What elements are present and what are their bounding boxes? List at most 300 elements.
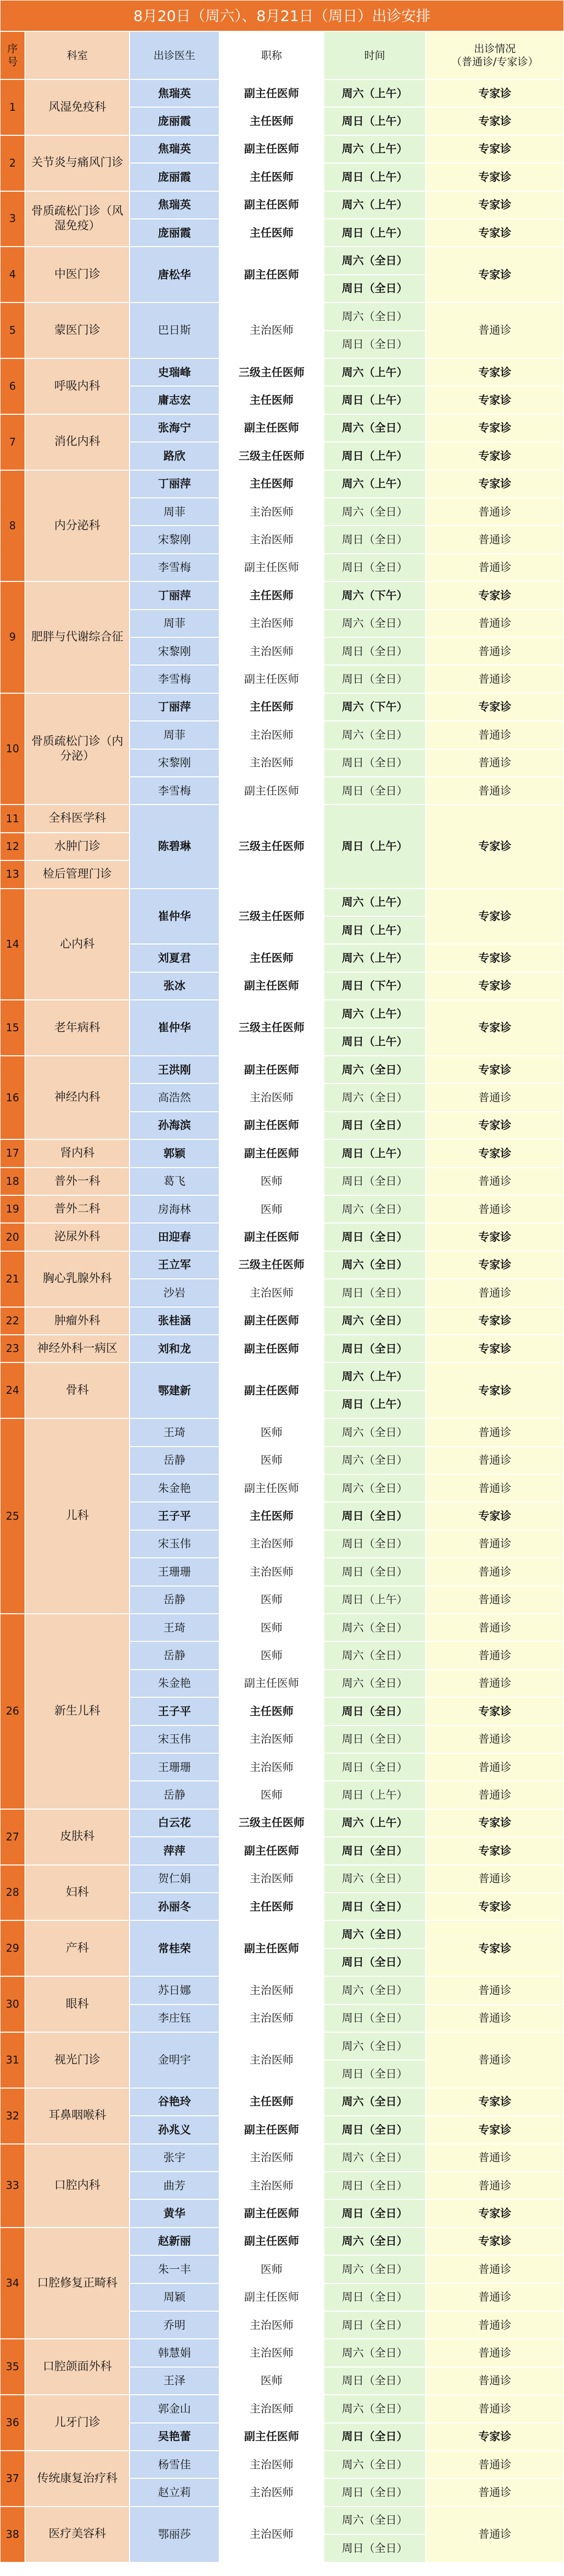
doctor-title: 副主任医师 (219, 972, 324, 1000)
doctor-name: 周菲 (130, 721, 219, 749)
doctor-name: 巴日斯 (130, 302, 219, 358)
clinic-type: 专家诊 (426, 1362, 564, 1418)
doctor-name: 黄华 (130, 2199, 219, 2227)
department-name: 呼吸内科 (25, 358, 130, 414)
clinic-time: 周日（全日） (324, 1530, 426, 1558)
clinic-type: 专家诊 (426, 1837, 564, 1864)
clinic-type: 专家诊 (426, 1251, 564, 1279)
department-name: 骨科 (25, 1362, 130, 1418)
clinic-time: 周六（全日） (324, 2255, 426, 2283)
doctor-name: 崔仲华 (130, 1000, 219, 1056)
clinic-type: 专家诊 (426, 1056, 564, 1083)
clinic-time: 周日（上午） (324, 219, 426, 247)
row-number: 7 (0, 414, 25, 470)
doctor-title: 主治医师 (219, 1976, 324, 2004)
clinic-time: 周六（全日） (324, 414, 426, 442)
clinic-time: 周日（全日） (324, 1893, 426, 1920)
doctor-name: 张冰 (130, 972, 219, 1000)
doctor-title: 主任医师 (219, 944, 324, 972)
clinic-type: 普通诊 (426, 526, 564, 553)
doctor-title: 副主任医师 (219, 191, 324, 219)
clinic-time: 周日（全日） (324, 2172, 426, 2199)
doctor-name: 赵新丽 (130, 2228, 219, 2255)
clinic-time: 周日（上午） (324, 1391, 426, 1418)
doctor-title: 三级主任医师 (219, 1809, 324, 1837)
doctor-name: 丁丽萍 (130, 693, 219, 721)
doctor-title: 主治医师 (219, 2507, 324, 2562)
doctor-name: 周颖 (130, 2283, 219, 2311)
row-number: 19 (0, 1195, 25, 1223)
doctor-title: 主任医师 (219, 107, 324, 135)
row-number: 23 (0, 1335, 25, 1362)
doctor-name: 王琦 (130, 1418, 219, 1446)
doctor-title: 主治医师 (219, 637, 324, 665)
doctor-name: 李雪梅 (130, 554, 219, 581)
doctor-name: 张海宁 (130, 414, 219, 442)
clinic-time: 周日（全日） (324, 275, 426, 302)
doctor-name: 庞丽霞 (130, 163, 219, 191)
doctor-name: 韩慧娟 (130, 2339, 219, 2367)
clinic-type: 普通诊 (426, 2032, 564, 2088)
clinic-type: 普通诊 (426, 2283, 564, 2311)
doctor-title: 主治医师 (219, 2311, 324, 2339)
clinic-type: 专家诊 (426, 1893, 564, 1920)
doctor-title: 主治医师 (219, 498, 324, 526)
row-number: 2 (0, 135, 25, 191)
clinic-type: 普通诊 (426, 2172, 564, 2199)
clinic-time: 周日（全日） (324, 1223, 426, 1251)
clinic-type: 专家诊 (426, 191, 564, 219)
department-name: 新生儿科 (25, 1614, 130, 1809)
clinic-type: 普通诊 (426, 1083, 564, 1111)
doctor-name: 庞丽霞 (130, 107, 219, 135)
clinic-time: 周六（上午） (324, 191, 426, 219)
doctor-name: 唐松华 (130, 247, 219, 302)
clinic-type: 普通诊 (426, 1558, 564, 1586)
row-number: 21 (0, 1251, 25, 1307)
clinic-time: 周日（全日） (324, 331, 426, 358)
doctor-name: 乔明 (130, 2311, 219, 2339)
clinic-time: 周六（全日） (324, 2032, 426, 2060)
department-name: 风湿免疫科 (25, 79, 130, 135)
row-number: 32 (0, 2088, 25, 2144)
clinic-time: 周六（全日） (324, 1670, 426, 1697)
doctor-title: 副主任医师 (219, 665, 324, 693)
department-name: 蒙医门诊 (25, 302, 130, 358)
department-name: 耳鼻咽喉科 (25, 2088, 130, 2144)
clinic-time: 周日（全日） (324, 2199, 426, 2227)
doctor-name: 焦瑞英 (130, 135, 219, 163)
doctor-name: 丁丽萍 (130, 470, 219, 498)
department-name: 检后管理门诊 (25, 860, 130, 888)
clinic-time: 周日（全日） (324, 1112, 426, 1139)
department-name: 眼科 (25, 1976, 130, 2032)
doctor-title: 主任医师 (219, 163, 324, 191)
clinic-type: 专家诊 (426, 581, 564, 609)
department-name: 产科 (25, 1920, 130, 1976)
clinic-time: 周六（全日） (324, 1195, 426, 1223)
doctor-name: 庞丽霞 (130, 219, 219, 247)
doctor-name: 周菲 (130, 610, 219, 637)
department-name: 内分泌科 (25, 470, 130, 582)
doctor-name: 宋黎刚 (130, 526, 219, 553)
clinic-type: 专家诊 (426, 442, 564, 470)
doctor-title: 副主任医师 (219, 414, 324, 442)
clinic-time: 周六（全日） (324, 498, 426, 526)
department-name: 中医门诊 (25, 247, 130, 302)
department-name: 儿科 (25, 1418, 130, 1614)
row-number: 15 (0, 1000, 25, 1056)
clinic-time: 周六（全日） (324, 1418, 426, 1446)
doctor-name: 王珊珊 (130, 1753, 219, 1781)
department-name: 骨质疏松门诊（内分泌） (25, 693, 130, 805)
department-name: 关节炎与痛风门诊 (25, 135, 130, 191)
doctor-name: 朱一丰 (130, 2255, 219, 2283)
clinic-time: 周六（全日） (324, 1056, 426, 1083)
doctor-name: 岳静 (130, 1586, 219, 1614)
doctor-title: 主任医师 (219, 581, 324, 609)
clinic-type: 专家诊 (426, 247, 564, 302)
doctor-title: 副主任医师 (219, 1837, 324, 1864)
row-number: 4 (0, 247, 25, 302)
doctor-title: 主治医师 (219, 1279, 324, 1307)
doctor-name: 岳静 (130, 1781, 219, 1809)
doctor-title: 主任医师 (219, 470, 324, 498)
clinic-time: 周六（上午） (324, 358, 426, 386)
clinic-type: 普通诊 (426, 1865, 564, 1893)
clinic-type: 专家诊 (426, 2116, 564, 2143)
clinic-time: 周日（下午） (324, 972, 426, 1000)
doctor-name: 王泽 (130, 2367, 219, 2395)
row-number: 11 (0, 805, 25, 832)
row-number: 13 (0, 860, 25, 888)
doctor-name: 庸志宏 (130, 386, 219, 414)
doctor-title: 副主任医师 (219, 135, 324, 163)
doctor-title: 副主任医师 (219, 1474, 324, 1502)
clinic-time: 周日（全日） (324, 2283, 426, 2311)
clinic-type: 专家诊 (426, 2423, 564, 2451)
clinic-time: 周六（上午） (324, 1000, 426, 1028)
doctor-name: 王珊珊 (130, 1558, 219, 1586)
header-number: 序号 (0, 31, 25, 79)
clinic-time: 周六（全日） (324, 302, 426, 330)
clinic-type: 普通诊 (426, 2507, 564, 2562)
department-name: 普外二科 (25, 1195, 130, 1223)
doctor-name: 王洪刚 (130, 1056, 219, 1083)
doctor-title: 副主任医师 (219, 1112, 324, 1139)
clinic-type: 普通诊 (426, 2451, 564, 2478)
department-name: 泌尿外科 (25, 1223, 130, 1251)
doctor-name: 王子平 (130, 1697, 219, 1725)
department-name: 妇科 (25, 1865, 130, 1921)
clinic-time: 周六（全日） (324, 2228, 426, 2255)
department-name: 神经外科一病区 (25, 1335, 130, 1362)
doctor-name: 焦瑞英 (130, 79, 219, 107)
doctor-title: 主治医师 (219, 302, 324, 358)
clinic-type: 普通诊 (426, 2311, 564, 2339)
doctor-name: 史瑞峰 (130, 358, 219, 386)
department-name: 肥胖与代谢综合征 (25, 581, 130, 693)
row-number: 37 (0, 2451, 25, 2507)
row-number: 33 (0, 2144, 25, 2228)
department-name: 心内科 (25, 889, 130, 1000)
doctor-name: 常桂荣 (130, 1920, 219, 1976)
row-number: 20 (0, 1223, 25, 1251)
clinic-time: 周日（全日） (324, 777, 426, 805)
clinic-time: 周日（全日） (324, 1502, 426, 1530)
doctor-title: 主治医师 (219, 2172, 324, 2199)
clinic-type: 普通诊 (426, 498, 564, 526)
clinic-time: 周六（全日） (324, 1976, 426, 2004)
doctor-name: 杨雪佳 (130, 2451, 219, 2478)
doctor-name: 王琦 (130, 1614, 219, 1641)
clinic-time: 周日（全日） (324, 1949, 426, 1976)
clinic-time: 周日（全日） (324, 2423, 426, 2451)
clinic-type: 专家诊 (426, 889, 564, 945)
clinic-type: 专家诊 (426, 1335, 564, 1362)
clinic-time: 周日（上午） (324, 163, 426, 191)
clinic-time: 周日（全日） (324, 526, 426, 553)
clinic-type: 普通诊 (426, 1195, 564, 1223)
doctor-title: 医师 (219, 1418, 324, 1446)
clinic-time: 周六（上午） (324, 944, 426, 972)
doctor-name: 苏日娜 (130, 1976, 219, 2004)
department-name: 神经内科 (25, 1056, 130, 1139)
doctor-name: 张桂涵 (130, 1307, 219, 1335)
doctor-name: 王子平 (130, 1502, 219, 1530)
row-number: 17 (0, 1139, 25, 1167)
row-number: 26 (0, 1614, 25, 1809)
row-number: 14 (0, 889, 25, 1000)
doctor-title: 副主任医师 (219, 2116, 324, 2143)
department-name: 肿瘤外科 (25, 1307, 130, 1335)
department-name: 皮肤科 (25, 1809, 130, 1865)
clinic-time: 周六（全日） (324, 1865, 426, 1893)
department-name: 骨质疏松门诊（风湿免疫） (25, 191, 130, 247)
clinic-time: 周六（全日） (324, 2144, 426, 2172)
clinic-type: 普通诊 (426, 1726, 564, 1753)
department-name: 儿牙门诊 (25, 2395, 130, 2451)
doctor-name: 刘夏君 (130, 944, 219, 972)
clinic-time: 周日（全日） (324, 554, 426, 581)
header-title: 职称 (219, 31, 324, 79)
doctor-title: 副主任医师 (219, 777, 324, 805)
department-name: 口腔颌面外科 (25, 2339, 130, 2395)
clinic-time: 周日（上午） (324, 1586, 426, 1614)
row-number: 38 (0, 2507, 25, 2562)
doctor-name: 王立军 (130, 1251, 219, 1279)
clinic-type: 普通诊 (426, 2478, 564, 2506)
doctor-name: 鄂丽莎 (130, 2507, 219, 2562)
clinic-time: 周日（上午） (324, 386, 426, 414)
doctor-name: 沙岩 (130, 1279, 219, 1307)
doctor-name: 萍萍 (130, 1837, 219, 1864)
clinic-type: 专家诊 (426, 79, 564, 107)
row-number: 8 (0, 470, 25, 582)
clinic-type: 专家诊 (426, 2228, 564, 2255)
clinic-time: 周六（上午） (324, 79, 426, 107)
clinic-time: 周日（全日） (324, 2534, 426, 2562)
clinic-time: 周六（全日） (324, 610, 426, 637)
doctor-title: 三级主任医师 (219, 1251, 324, 1279)
clinic-time: 周六（上午） (324, 1809, 426, 1837)
row-number: 25 (0, 1418, 25, 1614)
doctor-title: 副主任医师 (219, 2283, 324, 2311)
clinic-time: 周六（全日） (324, 2451, 426, 2478)
clinic-type: 普通诊 (426, 1614, 564, 1641)
department-name: 视光门诊 (25, 2032, 130, 2088)
doctor-name: 曲芳 (130, 2172, 219, 2199)
doctor-name: 贺仁娟 (130, 1865, 219, 1893)
clinic-time: 周六（全日） (324, 1614, 426, 1641)
clinic-type: 专家诊 (426, 1697, 564, 1725)
clinic-type: 专家诊 (426, 2199, 564, 2227)
header-time: 时间 (324, 31, 426, 79)
doctor-title: 主治医师 (219, 1558, 324, 1586)
clinic-time: 周日（上午） (324, 1139, 426, 1167)
doctor-title: 医师 (219, 1614, 324, 1641)
clinic-time: 周六（上午） (324, 889, 426, 916)
row-number: 36 (0, 2395, 25, 2451)
clinic-type: 专家诊 (426, 107, 564, 135)
department-name: 老年病科 (25, 1000, 130, 1056)
doctor-title: 副主任医师 (219, 1056, 324, 1083)
clinic-type: 普通诊 (426, 2255, 564, 2283)
clinic-time: 周六（全日） (324, 1641, 426, 1669)
doctor-title: 主治医师 (219, 2395, 324, 2422)
doctor-title: 主治医师 (219, 1530, 324, 1558)
clinic-time: 周日（全日） (324, 2060, 426, 2088)
doctor-title: 三级主任医师 (219, 805, 324, 888)
doctor-title: 主治医师 (219, 526, 324, 553)
doctor-title: 副主任医师 (219, 1335, 324, 1362)
doctor-name: 宋玉伟 (130, 1530, 219, 1558)
row-number: 10 (0, 693, 25, 805)
clinic-time: 周日（全日） (324, 749, 426, 777)
doctor-title: 医师 (219, 1195, 324, 1223)
clinic-type: 专家诊 (426, 1112, 564, 1139)
clinic-type: 专家诊 (426, 2088, 564, 2116)
doctor-title: 医师 (219, 1586, 324, 1614)
doctor-title: 主治医师 (219, 1726, 324, 1753)
clinic-time: 周六（全日） (324, 1307, 426, 1335)
doctor-title: 三级主任医师 (219, 358, 324, 386)
clinic-type: 普通诊 (426, 1976, 564, 2004)
doctor-title: 主治医师 (219, 2339, 324, 2367)
clinic-type: 普通诊 (426, 2004, 564, 2032)
row-number: 28 (0, 1865, 25, 1921)
doctor-name: 郭金山 (130, 2395, 219, 2422)
clinic-type: 普通诊 (426, 2339, 564, 2367)
clinic-time: 周日（全日） (324, 1726, 426, 1753)
clinic-type: 专家诊 (426, 470, 564, 498)
clinic-type: 专家诊 (426, 1502, 564, 1530)
doctor-title: 主治医师 (219, 721, 324, 749)
clinic-time: 周六（全日） (324, 1920, 426, 1948)
clinic-time: 周日（全日） (324, 2367, 426, 2395)
clinic-time: 周日（全日） (324, 2311, 426, 2339)
clinic-type: 普通诊 (426, 2367, 564, 2395)
clinic-type: 普通诊 (426, 1447, 564, 1474)
row-number: 29 (0, 1920, 25, 1976)
doctor-title: 主任医师 (219, 693, 324, 721)
clinic-time: 周六（全日） (324, 2395, 426, 2422)
doctor-name: 郭颖 (130, 1139, 219, 1167)
clinic-time: 周六（全日） (324, 2088, 426, 2116)
department-name: 传统康复治疗科 (25, 2451, 130, 2507)
doctor-title: 主任医师 (219, 2088, 324, 2116)
clinic-type: 普通诊 (426, 610, 564, 637)
doctor-title: 医师 (219, 1781, 324, 1809)
clinic-type: 普通诊 (426, 1670, 564, 1697)
clinic-type: 普通诊 (426, 2395, 564, 2422)
department-name: 水肿门诊 (25, 833, 130, 860)
doctor-title: 主治医师 (219, 1753, 324, 1781)
clinic-type: 专家诊 (426, 163, 564, 191)
clinic-time: 周日（全日） (324, 2004, 426, 2032)
doctor-name: 丁丽萍 (130, 581, 219, 609)
doctor-title: 主治医师 (219, 2478, 324, 2506)
doctor-title: 三级主任医师 (219, 889, 324, 945)
clinic-time: 周六（全日） (324, 1083, 426, 1111)
page-title: 8月20日（周六）、8月21日（周日）出诊安排 (0, 0, 564, 31)
doctor-name: 朱金艳 (130, 1474, 219, 1502)
doctor-title: 副主任医师 (219, 1670, 324, 1697)
doctor-name: 田迎春 (130, 1223, 219, 1251)
doctor-title: 副主任医师 (219, 2423, 324, 2451)
doctor-name: 李庄钰 (130, 2004, 219, 2032)
clinic-type: 专家诊 (426, 1139, 564, 1167)
doctor-title: 副主任医师 (219, 1362, 324, 1418)
doctor-name: 高浩然 (130, 1083, 219, 1111)
doctor-title: 主治医师 (219, 2144, 324, 2172)
clinic-time: 周日（上午） (324, 442, 426, 470)
row-number: 34 (0, 2228, 25, 2339)
clinic-time: 周日（上午） (324, 107, 426, 135)
clinic-time: 周日（全日） (324, 665, 426, 693)
clinic-type: 专家诊 (426, 972, 564, 1000)
row-number: 24 (0, 1362, 25, 1418)
clinic-type: 普通诊 (426, 637, 564, 665)
clinic-type: 专家诊 (426, 358, 564, 386)
row-number: 31 (0, 2032, 25, 2088)
doctor-title: 医师 (219, 1168, 324, 1195)
doctor-name: 路欣 (130, 442, 219, 470)
doctor-name: 宋黎刚 (130, 637, 219, 665)
clinic-time: 周六（全日） (324, 2507, 426, 2534)
clinic-type: 专家诊 (426, 1000, 564, 1056)
clinic-time: 周日（上午） (324, 1781, 426, 1809)
clinic-type: 专家诊 (426, 1223, 564, 1251)
doctor-title: 三级主任医师 (219, 1000, 324, 1056)
row-number: 18 (0, 1168, 25, 1195)
clinic-time: 周六（下午） (324, 581, 426, 609)
row-number: 35 (0, 2339, 25, 2395)
clinic-type: 普通诊 (426, 1474, 564, 1502)
clinic-time: 周六（全日） (324, 1474, 426, 1502)
clinic-time: 周六（上午） (324, 1362, 426, 1390)
clinic-type: 普通诊 (426, 1418, 564, 1446)
clinic-type: 普通诊 (426, 302, 564, 358)
doctor-title: 主治医师 (219, 1865, 324, 1893)
doctor-name: 岳静 (130, 1641, 219, 1669)
doctor-name: 宋黎刚 (130, 749, 219, 777)
row-number: 3 (0, 191, 25, 247)
clinic-type: 普通诊 (426, 749, 564, 777)
doctor-title: 医师 (219, 1641, 324, 1669)
doctor-title: 副主任医师 (219, 2228, 324, 2255)
doctor-title: 副主任医师 (219, 1307, 324, 1335)
